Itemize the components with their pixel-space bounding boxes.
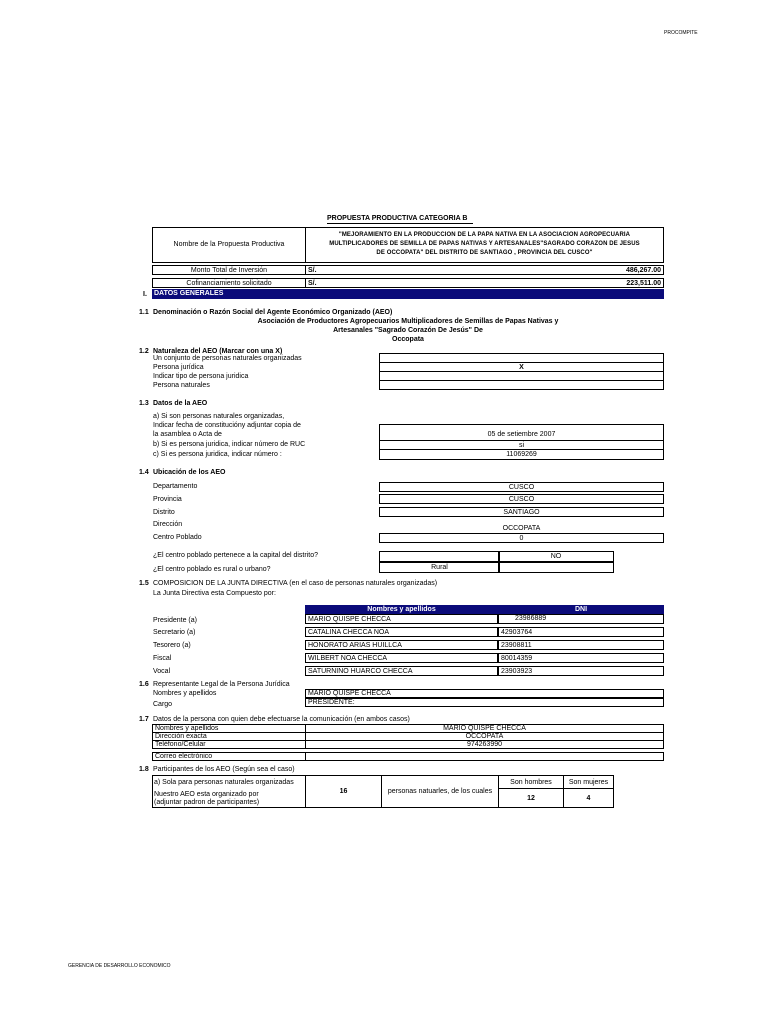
junta-cargo-vocal: Vocal — [153, 668, 171, 675]
junta-nombre-fiscal: WILBERT NOA CHECCA — [305, 653, 498, 663]
constitution-date-cell — [379, 424, 664, 441]
section-1-7-number: 1.7 — [139, 716, 149, 723]
aeo-name-line-1: Asociación de Productores Agropecuarios Multiplicadores de Semillas de Papas Nativas y — [257, 318, 559, 325]
provincia-label: Provincia — [153, 496, 182, 503]
section-1-3-number: 1.3 — [139, 400, 149, 407]
footer-label: GERENCIA DE DESARROLLO ECONOMICO — [68, 963, 171, 969]
section-1-1-number: 1.1 — [139, 309, 149, 316]
legal-rep-name-label: Nombres y apellidos — [153, 690, 217, 697]
nature-mark-juridica: X — [379, 362, 664, 372]
junta-dni-presidente: 23986889 — [515, 615, 547, 622]
junta-nombre-vocal: SATURNINO HUARCO CHECCA — [305, 666, 498, 676]
nature-option-tipo: Indicar tipo de persona juridica — [153, 373, 249, 380]
junta-dni-fiscal: 80014359 — [498, 653, 664, 663]
section-1-4-number: 1.4 — [139, 469, 149, 476]
junta-col-dni: DNI — [498, 605, 664, 614]
rural-value: Rural — [379, 562, 500, 573]
centro-poblado-label: Centro Poblado — [153, 534, 202, 541]
document-title: PROPUESTA PRODUCTIVA CATEGORIA B — [327, 215, 468, 222]
proposal-name-line-3: DE OCCOPATA" DEL DISTRITO DE SANTIAGO , PROVINCIA DEL CUSCO" — [376, 250, 593, 256]
contact-label-direccion: Dirección exacta — [152, 732, 306, 741]
legal-rep-cargo-label: Cargo — [153, 701, 173, 708]
section-1-3-label: Datos de la AEO — [153, 400, 208, 407]
rural-question: ¿El centro poblado es rural o urbano? — [153, 566, 271, 573]
hombres-value: 12 — [498, 788, 564, 808]
participants-count: 16 — [305, 775, 382, 808]
section-1-4-label: Ubicación de los AEO — [153, 469, 226, 476]
direccion-value: OCCOPATA — [502, 525, 541, 532]
cofinancing-value-cell — [305, 278, 664, 288]
capital-question: ¿El centro poblado pertenece a la capital del distrito? — [153, 552, 318, 559]
nature-option-naturales: Persona naturales — [153, 382, 210, 389]
junta-cargo-fiscal: Fiscal — [153, 655, 172, 662]
contact-label-nombres: Nombres y apellidos — [152, 724, 306, 733]
provincia-value: CUSCO — [379, 494, 664, 504]
junta-cargo-presidente: Presidente (a) — [153, 617, 197, 624]
participants-a-label: a) Sola para personas naturales organizadas — [154, 779, 294, 786]
legal-rep-cargo: PRESIDENTE: — [305, 698, 664, 707]
registry-number: 11069269 — [379, 449, 664, 460]
section-1-5-number: 1.5 — [139, 580, 149, 587]
contact-label-telefono: Teléfono/Celular — [152, 740, 306, 749]
proposal-name-line-1: "MEJORAMIENTO EN LA PRODUCCION DE LA PAPA NATIVA EN LA ASOCIACION AGROPECUARIA — [338, 232, 631, 238]
aeo-name-line-2: Artesanales "Sagrado Corazón De Jesús" De — [333, 327, 483, 334]
hombres-label: Son hombres — [498, 775, 564, 789]
aeo-name-line-3: Occopata — [392, 336, 424, 343]
proposal-name-cell — [305, 227, 664, 263]
participants-b-line-1: Nuestro AEO esta organizado por — [154, 791, 259, 798]
junta-dni-secretario: 42903764 — [498, 627, 664, 637]
section-1-6-label: Representante Legal de la Persona Jurídica — [153, 681, 290, 688]
junta-dni-tesorero: 23908811 — [498, 640, 664, 650]
direccion-label: Dirección — [153, 521, 183, 528]
mujeres-value: 4 — [563, 788, 614, 808]
ruc-value: si — [379, 440, 664, 450]
nature-option-natural-organized: Un conjunto de personas naturales organizadas — [153, 355, 302, 362]
aeo-data-a-line-1: a) Si son personas naturales organizadas, — [153, 413, 285, 420]
nature-box-4 — [379, 380, 664, 390]
participants-label-cell — [152, 775, 306, 808]
distrito-label: Distrito — [153, 509, 175, 516]
section-1-6-number: 1.6 — [139, 681, 149, 688]
section-1-8-number: 1.8 — [139, 766, 149, 773]
contact-value-direccion: OCCOPATA — [305, 732, 664, 741]
junta-subtitle: La Junta Directiva esta Compuesto por: — [153, 590, 276, 597]
contact-value-correo — [305, 752, 664, 761]
contact-label-correo: Correo electrónico — [152, 752, 306, 761]
investment-value: 486,267.00 — [625, 266, 661, 274]
junta-cargo-tesorero: Tesorero (a) — [153, 642, 191, 649]
section-header-datos-generales: DATOS GENERALES — [152, 289, 664, 299]
contact-value-telefono: 974263990 — [305, 740, 664, 749]
investment-value-cell — [305, 265, 664, 275]
proposal-name-label-cell — [152, 227, 306, 263]
aeo-data-a-line-3: la asamblea o Acta de — [153, 431, 222, 438]
junta-cargo-secretario: Secretario (a) — [153, 629, 196, 636]
participants-b-line-2: (adjuntar padron de participantes) — [154, 799, 260, 806]
section-1-2-number: 1.2 — [139, 348, 149, 355]
aeo-data-b-label: b) Si es persona juridica, indicar número de RUC — [153, 441, 306, 448]
section-1-7-label: Datos de la persona con quien debe efectuarse la comunicación (en ambos casos) — [153, 716, 410, 723]
junta-nombre-tesorero: HONORATO ARIAS HUILLCA — [305, 640, 498, 650]
section-1-2-label: Naturaleza del AEO (Marcar con una X) — [153, 348, 283, 355]
aeo-data-a-line-2: Indicar fecha de constitucióny adjuntar copia de — [153, 422, 301, 429]
nature-option-juridica: Persona jurídica — [153, 364, 204, 371]
junta-nombre-presidente: MARIO QUISPE CHECCA — [305, 614, 498, 624]
section-number: I. — [143, 291, 147, 298]
proposal-name-label: Nombre de la Propuesta Productiva — [173, 241, 285, 248]
participants-middle-text: personas natuarles, de los cuales — [381, 775, 499, 808]
header-label: PROCOMPITE — [664, 30, 698, 36]
capital-box-left — [379, 551, 500, 562]
rural-box-right — [498, 562, 614, 573]
cofinancing-value: 223,511.00 — [626, 279, 661, 287]
contact-value-nombres: MARIO QUISPE CHECCA — [305, 724, 664, 733]
investment-currency: S/. — [308, 266, 317, 274]
departamento-value: CUSCO — [379, 482, 664, 492]
mujeres-label: Son mujeres — [563, 775, 614, 789]
investment-label: Monto Total de Inversión — [152, 265, 306, 275]
section-1-1-label: Denominación o Razón Social del Agente Económico Organizado (AEO) — [153, 309, 393, 316]
junta-nombre-secretario: CATALINA CHECCA NOA — [305, 627, 498, 637]
cofinancing-label: Cofinanciamiento solicitado — [152, 278, 306, 288]
aeo-data-c-label: c) Si es persona juridica, indicar número : — [153, 451, 282, 458]
capital-value: NO — [498, 551, 614, 562]
distrito-value: SANTIAGO — [379, 507, 664, 517]
legal-rep-name: MARIO QUISPE CHECCA — [305, 689, 664, 698]
departamento-label: Departamento — [153, 483, 198, 490]
centro-poblado-value: 0 — [379, 533, 664, 543]
constitution-date: 05 de setiembre 2007 — [487, 431, 556, 438]
section-1-5-label: COMPOSICION DE LA JUNTA DIRECTIVA (en el caso de personas naturales organizadas) — [153, 580, 438, 587]
junta-dni-vocal: 23903923 — [498, 666, 664, 676]
section-1-8-label: Participantes de los AEO (Según sea el caso) — [153, 766, 295, 773]
cofinancing-currency: S/. — [308, 279, 317, 287]
proposal-name-line-2: MULTIPLICADORES DE SEMILLA DE PAPAS NATIVAS Y ARTESANALES"SAGRADO CORAZON DE JESUS — [329, 241, 640, 247]
title-underline — [327, 223, 473, 224]
junta-col-nombres: Nombres y apellidos — [305, 605, 498, 614]
